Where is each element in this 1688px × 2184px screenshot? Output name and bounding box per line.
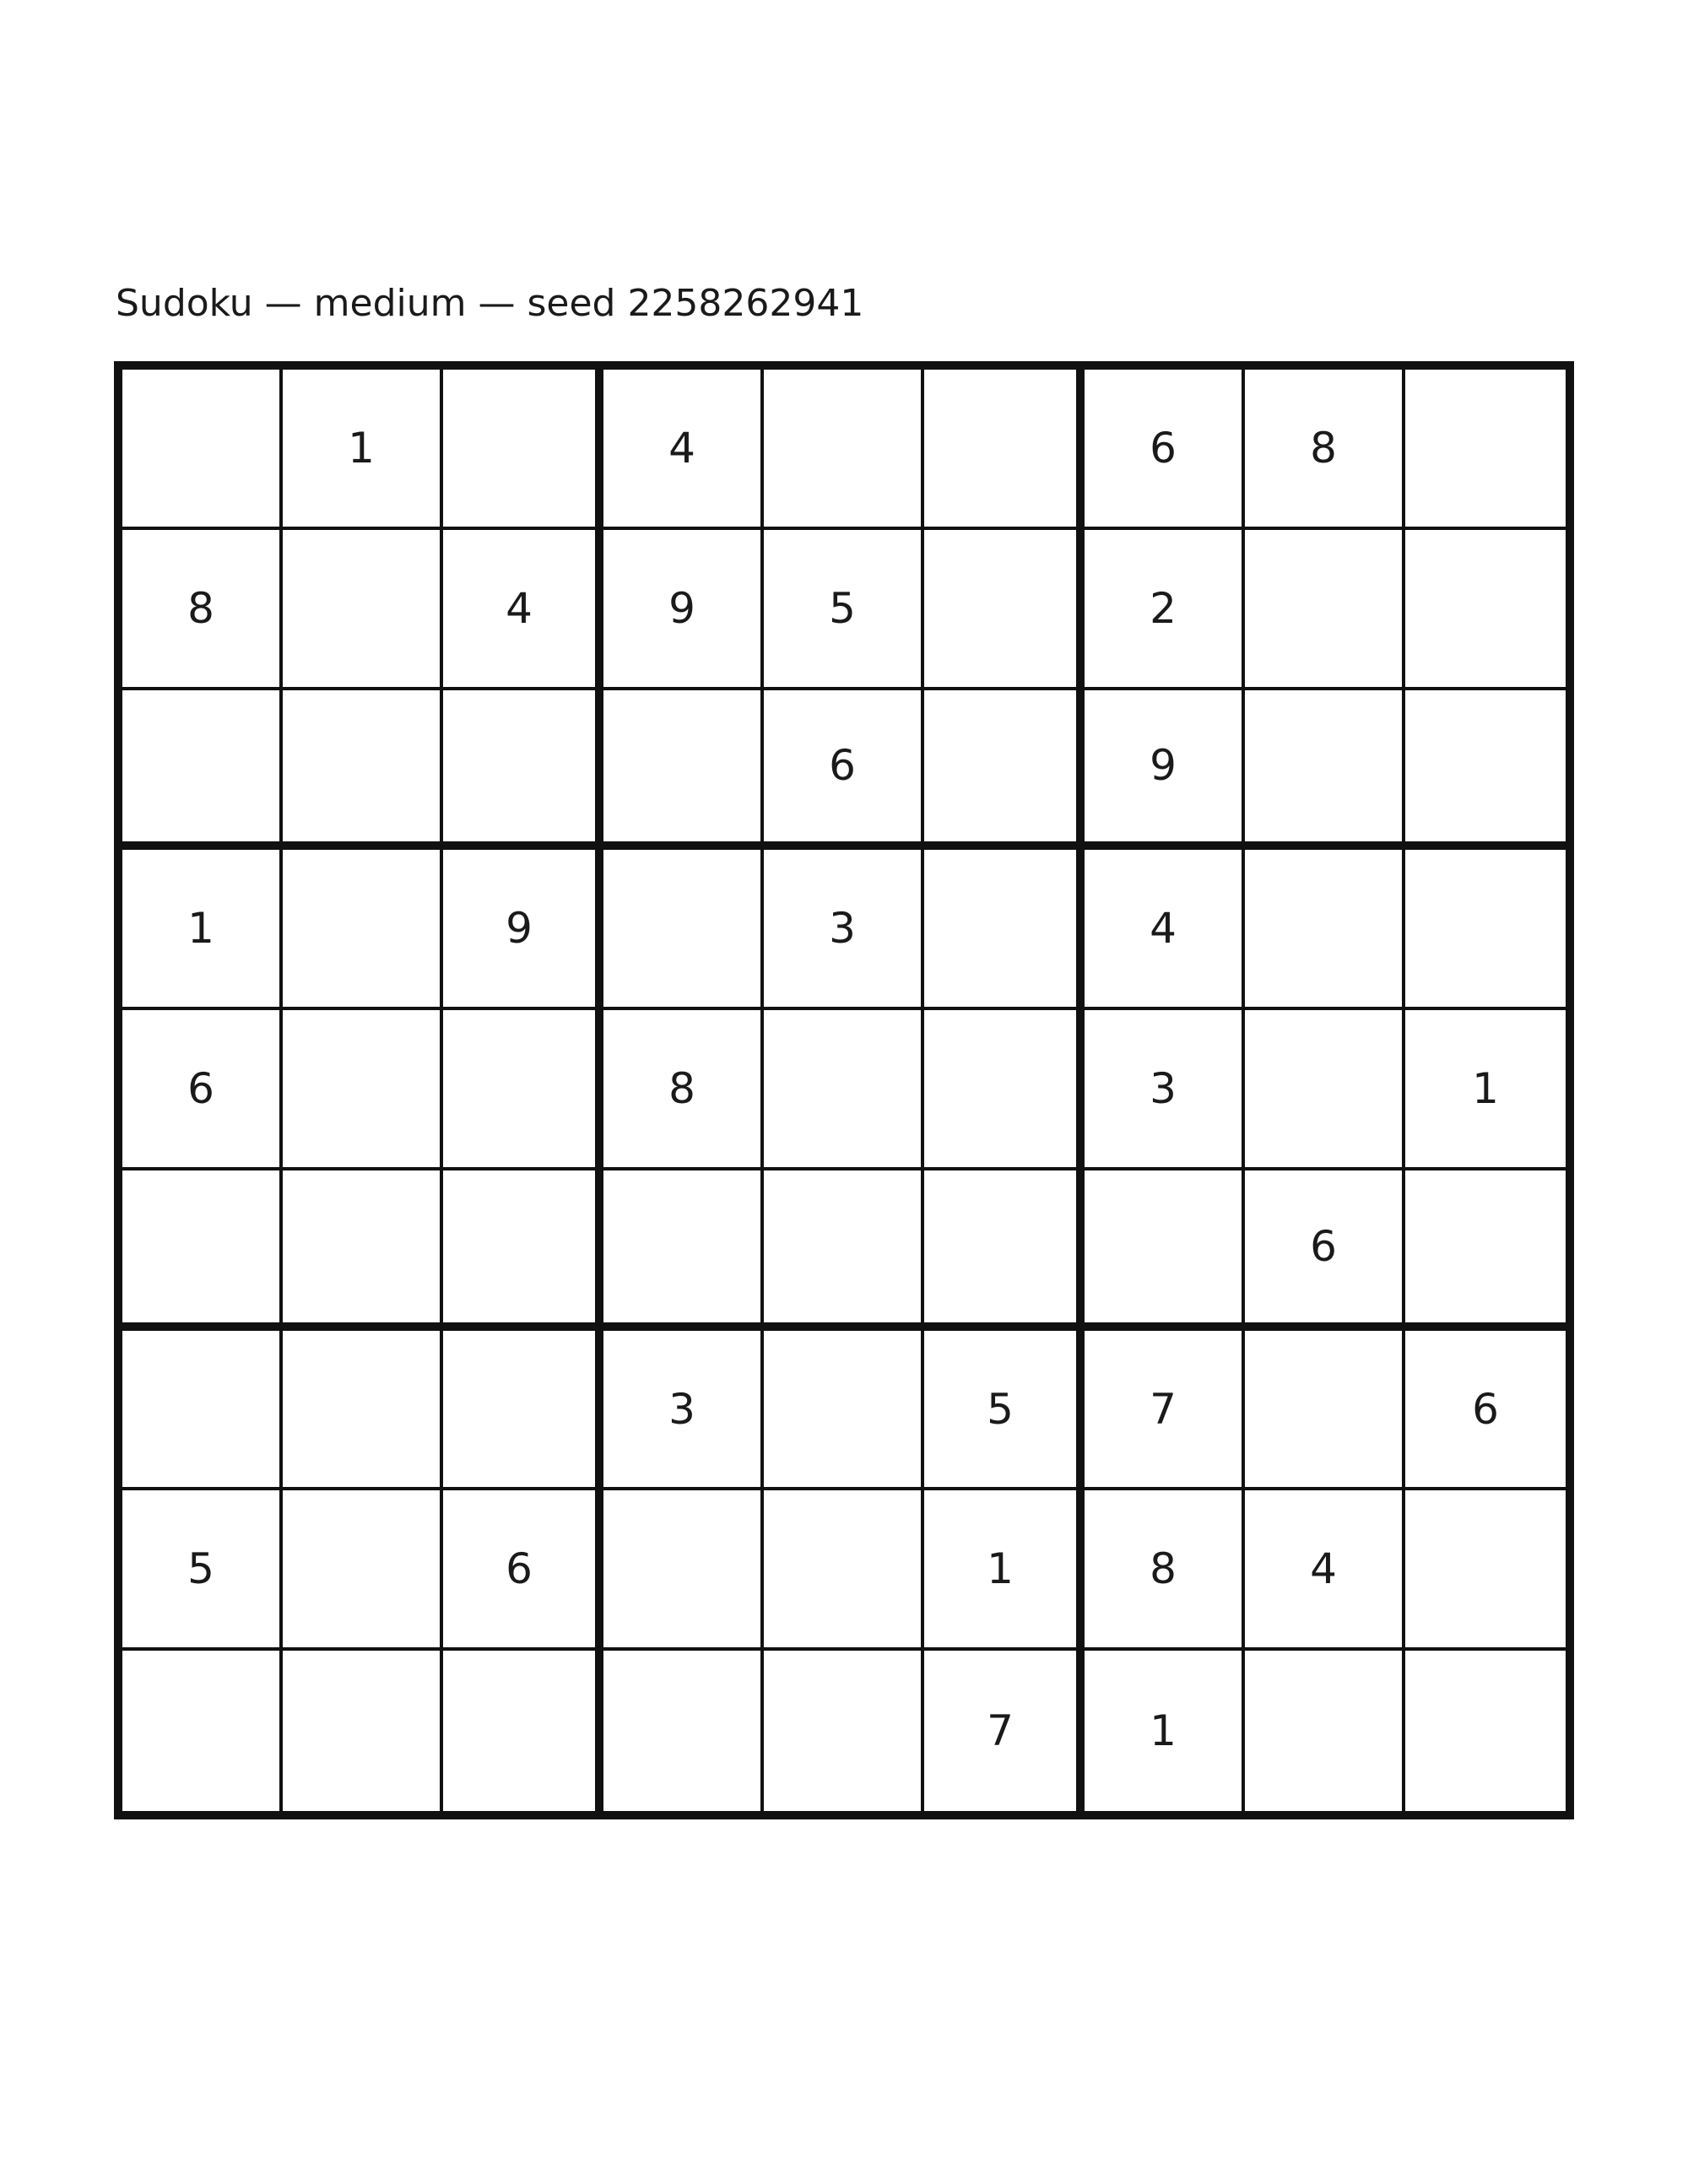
sudoku-cell[interactable]	[924, 1010, 1085, 1170]
sudoku-cell[interactable]	[1245, 530, 1405, 690]
sudoku-cell[interactable]	[122, 1170, 283, 1331]
sudoku-cell[interactable]: 4	[1085, 850, 1245, 1010]
sudoku-cell[interactable]	[764, 1651, 924, 1811]
sudoku-cell[interactable]: 5	[122, 1490, 283, 1651]
sudoku-cell[interactable]: 6	[1085, 370, 1245, 530]
sudoku-cell[interactable]	[1405, 1170, 1566, 1331]
sudoku-cell[interactable]: 6	[122, 1010, 283, 1170]
sudoku-cell[interactable]	[1405, 370, 1566, 530]
sudoku-cell[interactable]	[443, 1010, 603, 1170]
sudoku-cell[interactable]	[924, 530, 1085, 690]
sudoku-grid	[114, 361, 1574, 1819]
sudoku-cell[interactable]	[443, 690, 603, 851]
sudoku-cell[interactable]	[283, 1010, 443, 1170]
sudoku-cell[interactable]	[1245, 1010, 1405, 1170]
sudoku-cell[interactable]	[603, 690, 764, 851]
sudoku-cell[interactable]	[443, 1170, 603, 1331]
sudoku-cell[interactable]	[603, 850, 764, 1010]
sudoku-cell[interactable]	[764, 1170, 924, 1331]
sudoku-cell[interactable]	[603, 1651, 764, 1811]
sudoku-cell[interactable]: 4	[1245, 1490, 1405, 1651]
sudoku-cell[interactable]	[764, 370, 924, 530]
sudoku-cell[interactable]	[122, 1651, 283, 1811]
sudoku-cell[interactable]: 8	[122, 530, 283, 690]
sudoku-cell[interactable]: 1	[122, 850, 283, 1010]
sudoku-cell[interactable]	[1405, 530, 1566, 690]
puzzle-title: Sudoku — medium — seed 2258262941	[116, 282, 864, 325]
sudoku-cell[interactable]: 3	[603, 1331, 764, 1491]
sudoku-cell[interactable]	[122, 370, 283, 530]
sudoku-cell[interactable]	[122, 1331, 283, 1491]
sudoku-cell[interactable]	[924, 370, 1085, 530]
sudoku-cell[interactable]	[283, 530, 443, 690]
sudoku-cell[interactable]	[1405, 1651, 1566, 1811]
sudoku-cell[interactable]: 7	[924, 1651, 1085, 1811]
sudoku-cell[interactable]	[764, 1490, 924, 1651]
sudoku-cell[interactable]: 3	[1085, 1010, 1245, 1170]
sudoku-cell[interactable]	[283, 690, 443, 851]
sudoku-cell[interactable]	[764, 1331, 924, 1491]
sudoku-cell[interactable]: 6	[764, 690, 924, 851]
sudoku-cell[interactable]	[1245, 690, 1405, 851]
sudoku-cell[interactable]: 9	[1085, 690, 1245, 851]
sudoku-cell[interactable]	[1405, 1490, 1566, 1651]
sudoku-cell[interactable]: 5	[764, 530, 924, 690]
sudoku-cell[interactable]	[283, 850, 443, 1010]
sudoku-cell[interactable]	[443, 1331, 603, 1491]
sudoku-cell[interactable]: 1	[1085, 1651, 1245, 1811]
sudoku-cell[interactable]: 8	[1085, 1490, 1245, 1651]
sudoku-cell[interactable]: 9	[603, 530, 764, 690]
sudoku-cell[interactable]: 6	[443, 1490, 603, 1651]
sudoku-cell[interactable]: 5	[924, 1331, 1085, 1491]
sudoku-cell[interactable]	[764, 1010, 924, 1170]
sudoku-cell[interactable]	[283, 1651, 443, 1811]
sudoku-cell[interactable]	[1245, 1331, 1405, 1491]
sudoku-cell[interactable]	[122, 690, 283, 851]
sudoku-cell[interactable]	[1245, 850, 1405, 1010]
sudoku-cell[interactable]: 8	[1245, 370, 1405, 530]
sudoku-cell[interactable]	[924, 850, 1085, 1010]
sudoku-cell[interactable]	[1405, 690, 1566, 851]
sudoku-cell[interactable]: 6	[1405, 1331, 1566, 1491]
sudoku-cell[interactable]	[1085, 1170, 1245, 1331]
sudoku-cell[interactable]	[443, 370, 603, 530]
sudoku-cell[interactable]: 4	[603, 370, 764, 530]
sudoku-cell[interactable]	[924, 1170, 1085, 1331]
sudoku-cell[interactable]: 9	[443, 850, 603, 1010]
sudoku-cell[interactable]	[1245, 1651, 1405, 1811]
sudoku-cell[interactable]: 1	[283, 370, 443, 530]
sudoku-cell[interactable]	[603, 1170, 764, 1331]
sudoku-cell[interactable]: 4	[443, 530, 603, 690]
sudoku-cell[interactable]: 1	[924, 1490, 1085, 1651]
sudoku-cell[interactable]	[603, 1490, 764, 1651]
sudoku-cell[interactable]	[283, 1490, 443, 1651]
sudoku-cell[interactable]	[443, 1651, 603, 1811]
sudoku-cell[interactable]	[283, 1331, 443, 1491]
sudoku-cell[interactable]	[283, 1170, 443, 1331]
sudoku-cell[interactable]: 3	[764, 850, 924, 1010]
sudoku-cell[interactable]: 8	[603, 1010, 764, 1170]
sudoku-cell[interactable]: 2	[1085, 530, 1245, 690]
sudoku-cell[interactable]: 6	[1245, 1170, 1405, 1331]
sudoku-cell[interactable]: 7	[1085, 1331, 1245, 1491]
sudoku-cell[interactable]	[1405, 850, 1566, 1010]
sudoku-cell[interactable]	[924, 690, 1085, 851]
sudoku-cell[interactable]: 1	[1405, 1010, 1566, 1170]
